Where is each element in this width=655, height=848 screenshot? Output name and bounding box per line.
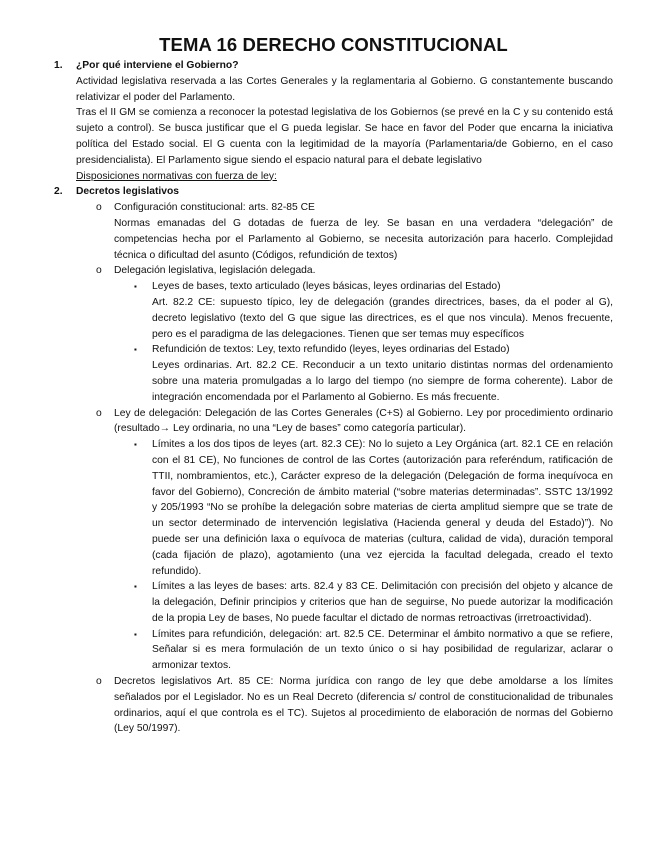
section-1-paragraph-1: Actividad legislativa reservada a las Cortes Generales y la reglamentaria al Gobierno. G constantemente buscando relativizar el poder del Parlamento. — [76, 75, 613, 103]
item-3-sub-3: Límites para refundición, delegación: art. 82.5 CE. Determinar el ámbito normativo a que se refiere, Señalar si es mera formulación de un texto único o si hay posibilidad de regularizar, aclarar o armonizar textos. — [152, 628, 613, 672]
section-2-number: 2. — [54, 186, 63, 198]
item-2-head: Delegación legislativa, legislación delegada. — [114, 265, 316, 277]
section-2-heading — [54, 184, 613, 200]
circle-bullet-icon: o — [96, 407, 102, 419]
list-item — [54, 627, 613, 674]
section-1-paragraph-3 — [54, 169, 613, 185]
section-1-heading — [54, 58, 613, 74]
section-1-number: 1. — [54, 60, 63, 71]
item-2-sub-2-head: Refundición de textos: Ley, texto refundido (leyes, leyes ordinarias del Estado) — [152, 344, 510, 356]
item-2-sub-2-body: Leyes ordinarias. Art. 82.2 CE. Reconducir a un texto unitario distintas normas del ordenamiento sobre una materia promulgadas a lo largo del tiempo (no siempre de forma coherente). Labor de integración encomendada por el Parlamento al Gobierno. Es más frecuente. — [152, 360, 613, 403]
square-bullet-icon: ▪ — [134, 345, 137, 355]
square-bullet-icon: ▪ — [134, 282, 137, 292]
list-item — [54, 279, 613, 342]
item-2-sub-1-body: Art. 82.2 CE: supuesto típico, ley de delegación (grandes directrices, bases, da el poder al G), decreto legislativo (texto del G que sigue las directrices, es el que nos vincula). Menos frecuente, pero es el paradigma de las delegaciones. Tienen que ser temas muy específicos — [152, 296, 613, 340]
item-3-sub-1: Límites a los dos tipos de leyes (art. 82.3 CE): No lo sujeto a Ley Orgánica (art. 82.1 CE en relación con el 81 CE), No funciones de control de las Cortes (autorización para referéndum, ratificación de TTII, nombramientos, etc.), Carácter expreso de la delegación (Delegación de forma inequívoca en favor del Gobierno), Concreción de ámbito material (“sobre materias determinadas”. SSTC 13/1992 y 205/1993 “No se prohíbe la delegación sobre materias de cierta amplitud siempre que se trate de un sector determinado de intervención legislativa (Hacienda general y deuda del Estado)”). No puede ser una definición laxa o equívoca de materias (cultura, calidad de vida), duración temporal (cada fijación de plazo), agotamiento (una vez ejercida la facultad delegada, creado el texto refundido). — [152, 439, 613, 577]
item-1-head: Configuración constitucional: arts. 82-85 CE — [114, 202, 315, 214]
section-1-paragraph-2: Tras el II GM se comienza a reconocer la potestad legislativa de los Gobiernos (se prevé en la C y su contenido está sujeto a control). Se busca justificar que el G pueda legislar. Se hace en favor del Poder que encarna la iniciativa política del Estado social. El G cuenta con la legitimidad de la mayoría (Parlamentaria/de Gobierno, en el caso presidencialista). El Parlamento sigue siendo el espacio natural para el debate legislativo — [76, 107, 613, 166]
section-2-title: Decretos legislativos — [76, 186, 180, 198]
square-bullet-icon: ▪ — [134, 440, 137, 450]
item-3-sub-2: Límites a las leyes de bases: arts. 82.4 y 83 CE. Delimitación con precisión del objeto y alcance de la delegación, Definir principios y criterios que han de seguirse, No puede autorizar la modificación de la propia Ley de bases, No puede facultar el dictado de normas retroactivas (irretroactividad). — [152, 581, 613, 624]
circle-bullet-icon: o — [96, 202, 102, 214]
square-bullet-icon: ▪ — [134, 582, 137, 592]
circle-bullet-icon: o — [96, 265, 102, 277]
item-4-head: Decretos legislativos Art. 85 CE: Norma jurídica con rango de ley que debe amoldarse a los límites señalados por el Legislador. No es un Real Decreto (diferencia s/ control de constitucionalidad de tribunales ordinarios, aquí el que controla es el TC). Sujetos al procedimiento de elaboración de normas del Gobierno (Ley 50/1997). — [114, 676, 613, 735]
circle-bullet-icon: o — [96, 676, 102, 688]
list-item — [54, 406, 613, 438]
item-1-body: Normas emanadas del G dotadas de fuerza de ley. Se basan en una verdadera “delegación” de competencias hecha por el Parlamento al Gobierno, se necesita autorización para hacerlo. Complejidad técnica o dificultad del asunto (Códigos, refundición de textos) — [114, 217, 613, 261]
list-item — [54, 579, 613, 626]
list-item — [54, 437, 613, 579]
list-item — [54, 674, 613, 737]
list-item — [54, 200, 613, 263]
item-2-sub-1-head: Leyes de bases, texto articulado (leyes básicas, leyes ordinarias del Estado) — [152, 281, 501, 293]
list-item — [54, 263, 613, 279]
list-item — [54, 342, 613, 405]
section-1-title: ¿Por qué interviene el Gobierno? — [76, 60, 239, 71]
square-bullet-icon: ▪ — [134, 629, 137, 639]
section-1-subtitle: Disposiciones normativas con fuerza de ley: — [76, 170, 277, 182]
page-title: TEMA 16 DERECHO CONSTITUCIONAL — [159, 34, 508, 55]
item-3-head: Ley de delegación: Delegación de las Cortes Generales (C+S) al Gobierno. Ley por procedimiento ordinario (resultado→ Ley ordinaria, no una “Ley de bases” como categoría particular). — [114, 407, 613, 435]
